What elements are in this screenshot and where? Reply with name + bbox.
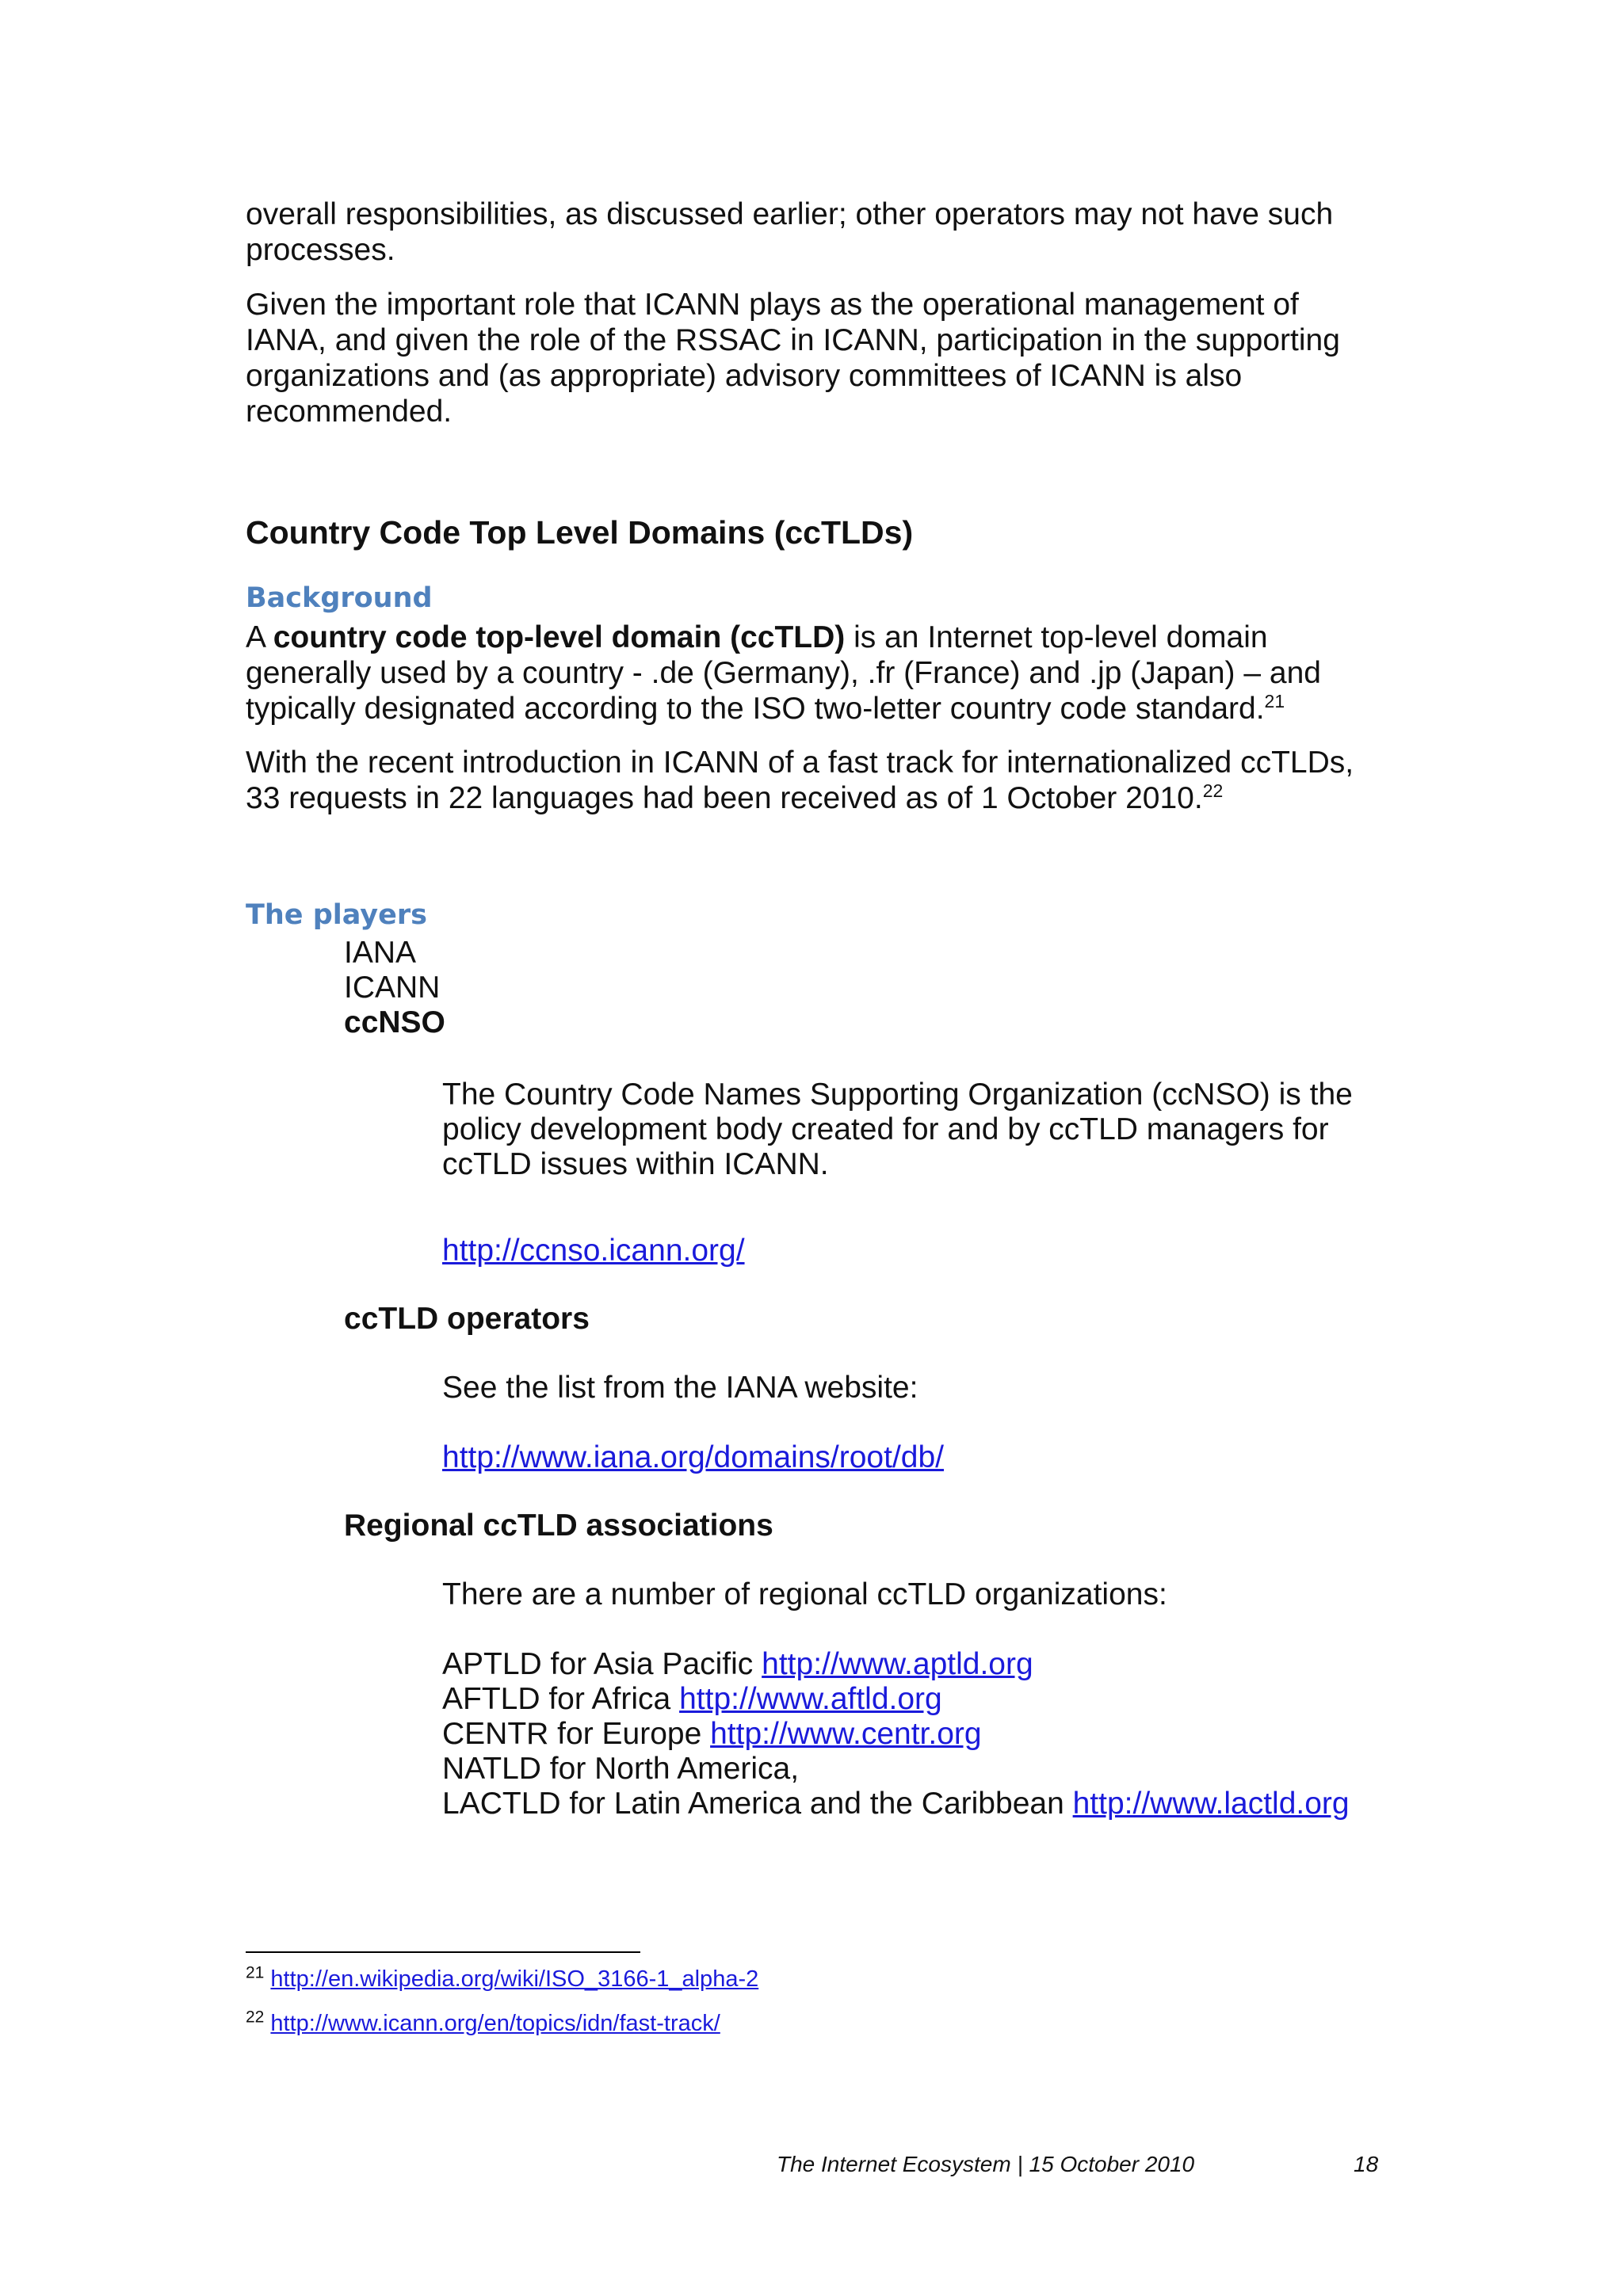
org-natld xyxy=(442,1752,1393,1787)
footnote-22 xyxy=(246,2009,720,2038)
org-aftld xyxy=(442,1682,1393,1717)
text: is an Internet top-level domain generally used by a country - .de (Germany), .fr (France) and .jp (Japan) – and typically designated according to the ISO two-letter country code standard. xyxy=(246,620,1321,726)
background-paragraph-2 xyxy=(246,745,1387,816)
page-number: 18 xyxy=(1354,2152,1379,2176)
footnote-number: 22 xyxy=(246,2008,265,2027)
intro-paragraph-1: overall responsibilities, as discussed earlier; other operators may not have such processes. xyxy=(246,197,1334,267)
lactld-link[interactable]: http://www.lactld.org xyxy=(1072,1787,1350,1821)
player-icann: ICANN xyxy=(344,971,441,1005)
ccnso-link[interactable]: http://ccnso.icann.org/ xyxy=(442,1234,745,1268)
background-paragraph-1 xyxy=(246,620,1387,727)
centr-link[interactable]: http://www.centr.org xyxy=(710,1717,982,1751)
footnote-21-link[interactable]: http://en.wikipedia.org/wiki/ISO_3166-1_alpha-2 xyxy=(270,1966,759,1992)
org-aptld xyxy=(442,1647,1393,1682)
footnote-22-link[interactable]: http://www.icann.org/en/topics/idn/fast-track/ xyxy=(270,2011,720,2036)
aptld-link[interactable]: http://www.aptld.org xyxy=(762,1647,1033,1681)
cctld-operators-text: See the list from the IANA website: xyxy=(442,1371,918,1405)
regional-associations-label: Regional ccTLD associations xyxy=(344,1508,773,1543)
footnote-separator xyxy=(246,1951,640,1953)
org-label: APTLD for Asia Pacific xyxy=(442,1647,762,1681)
footnote-ref-21[interactable]: 21 xyxy=(1264,691,1285,711)
text: A xyxy=(246,620,273,654)
cctld-operators-label: ccTLD operators xyxy=(344,1302,590,1336)
background-heading: Background xyxy=(246,582,433,614)
org-label: LACTLD for Latin America and the Caribbean xyxy=(442,1787,1073,1821)
org-label: NATLD for North America, xyxy=(442,1752,800,1786)
org-label: CENTR for Europe xyxy=(442,1717,711,1751)
section-title: Country Code Top Level Domains (ccTLDs) xyxy=(246,514,914,551)
regional-intro: There are a number of regional ccTLD organizations: xyxy=(442,1577,1167,1611)
regional-org-list xyxy=(442,1647,1393,1821)
intro-paragraph-2: Given the important role that ICANN plays as the operational management of IANA, and given the role of the RSSAC in ICANN, participation in the supporting organizations and (as appropriate) advisory committees of ICANN is also recommended. xyxy=(246,288,1340,429)
org-lactld xyxy=(442,1787,1393,1821)
org-centr xyxy=(442,1717,1393,1752)
footnote-21 xyxy=(246,1965,758,1993)
player-iana: IANA xyxy=(344,936,417,970)
footer-title: The Internet Ecosystem | 15 October 2010 xyxy=(777,2152,1195,2176)
iana-db-link[interactable]: http://www.iana.org/domains/root/db/ xyxy=(442,1440,945,1474)
term-cctld: country code top-level domain (ccTLD) xyxy=(273,620,846,654)
org-label: AFTLD for Africa xyxy=(442,1682,680,1716)
ccnso-description: The Country Code Names Supporting Organization (ccNSO) is the policy development body created for and by ccTLD managers for ccTLD issues within ICANN. xyxy=(442,1077,1353,1181)
players-heading: The players xyxy=(246,899,427,931)
player-ccnso: ccNSO xyxy=(344,1005,445,1039)
text: With the recent introduction in ICANN of a fast track for internationalized ccTLDs, 33 requests in 22 languages had been received as of 1 October 2010. xyxy=(246,746,1354,815)
footnote-number: 21 xyxy=(246,1963,265,1982)
aftld-link[interactable]: http://www.aftld.org xyxy=(679,1682,942,1716)
footnote-ref-22[interactable]: 22 xyxy=(1202,780,1224,801)
